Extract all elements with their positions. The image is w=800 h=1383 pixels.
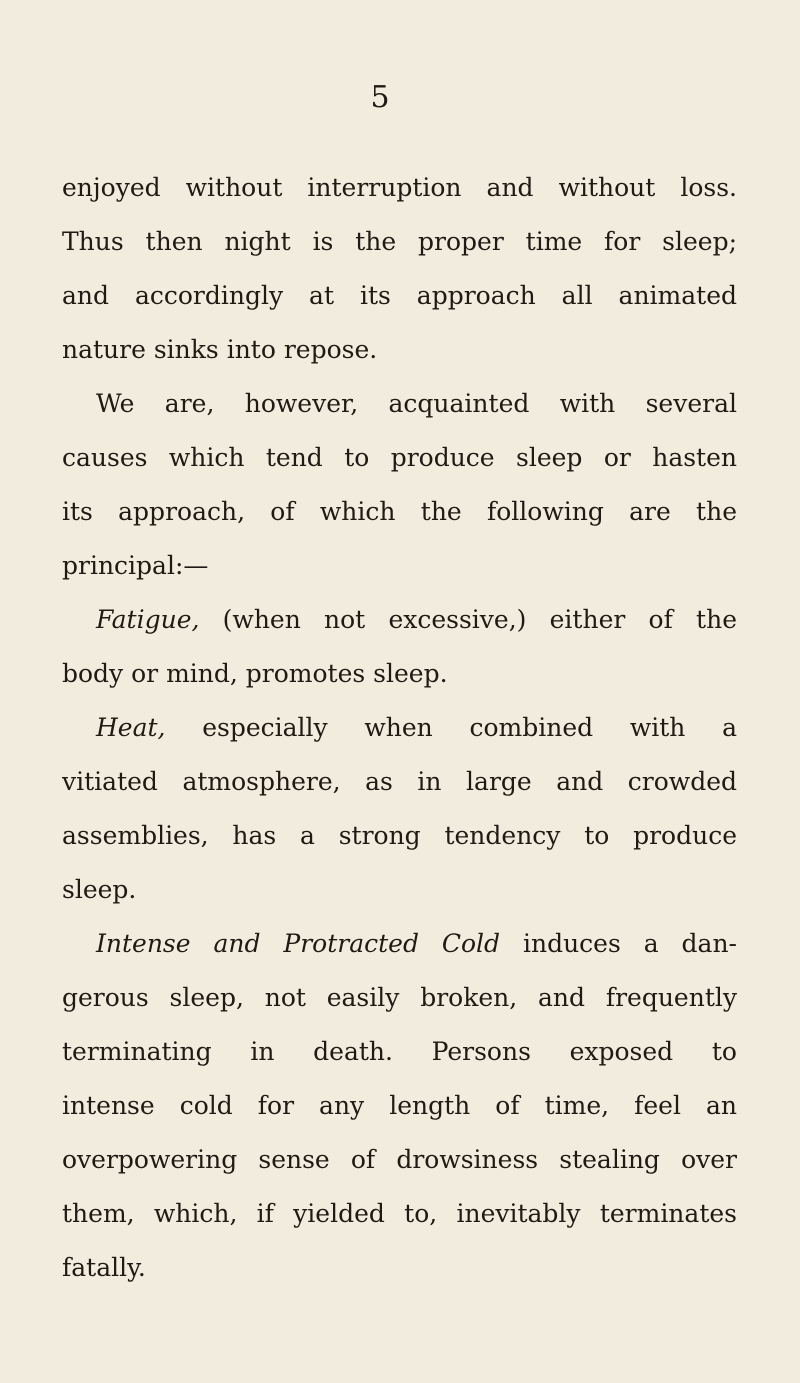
italic-lead: Fatigue, bbox=[96, 605, 200, 634]
paragraph-4 bbox=[62, 701, 737, 917]
line-text: induces a dan- bbox=[500, 929, 737, 958]
body-text bbox=[62, 161, 737, 1295]
italic-lead: Intense and Protracted Cold bbox=[96, 929, 501, 958]
text-line: causes which tend to produce sleep or hasten bbox=[62, 443, 737, 472]
text-line: principal:— bbox=[62, 551, 209, 580]
text-line: its approach, of which the following are the bbox=[62, 497, 737, 526]
text-line: sleep. bbox=[62, 875, 137, 904]
text-line bbox=[62, 593, 737, 647]
page-number: 5 bbox=[370, 80, 390, 115]
line-text: (when not excessive,) either of the bbox=[199, 605, 737, 634]
text-line: We are, however, acquainted with several bbox=[96, 389, 737, 418]
text-line: intense cold for any length of time, feel an bbox=[62, 1091, 737, 1120]
text-line: overpowering sense of drowsiness stealing over bbox=[62, 1145, 737, 1174]
text-line: terminating in death. Persons exposed to bbox=[62, 1037, 737, 1066]
text-line bbox=[62, 701, 737, 755]
paragraph-2 bbox=[62, 377, 737, 593]
paragraph-1 bbox=[62, 161, 737, 377]
line-text: especially when combined with a bbox=[165, 713, 737, 742]
text-line bbox=[62, 917, 737, 971]
italic-lead: Heat, bbox=[96, 713, 166, 742]
text-line: body or mind, promotes sleep. bbox=[62, 659, 448, 688]
text-line: gerous sleep, not easily broken, and frequently bbox=[62, 983, 737, 1012]
paragraph-3 bbox=[62, 593, 737, 701]
text-line: enjoyed without interruption and without loss. bbox=[62, 173, 737, 202]
text-line: and accordingly at its approach all animated bbox=[62, 281, 737, 310]
paragraph-5 bbox=[62, 917, 737, 1295]
text-line: vitiated atmosphere, as in large and crowded bbox=[62, 767, 737, 796]
text-line: them, which, if yielded to, inevitably terminates bbox=[62, 1199, 737, 1228]
text-line: nature sinks into repose. bbox=[62, 335, 378, 364]
text-line: assemblies, has a strong tendency to produce bbox=[62, 821, 737, 850]
text-line: Thus then night is the proper time for sleep; bbox=[62, 227, 737, 256]
text-line: fatally. bbox=[62, 1253, 146, 1282]
